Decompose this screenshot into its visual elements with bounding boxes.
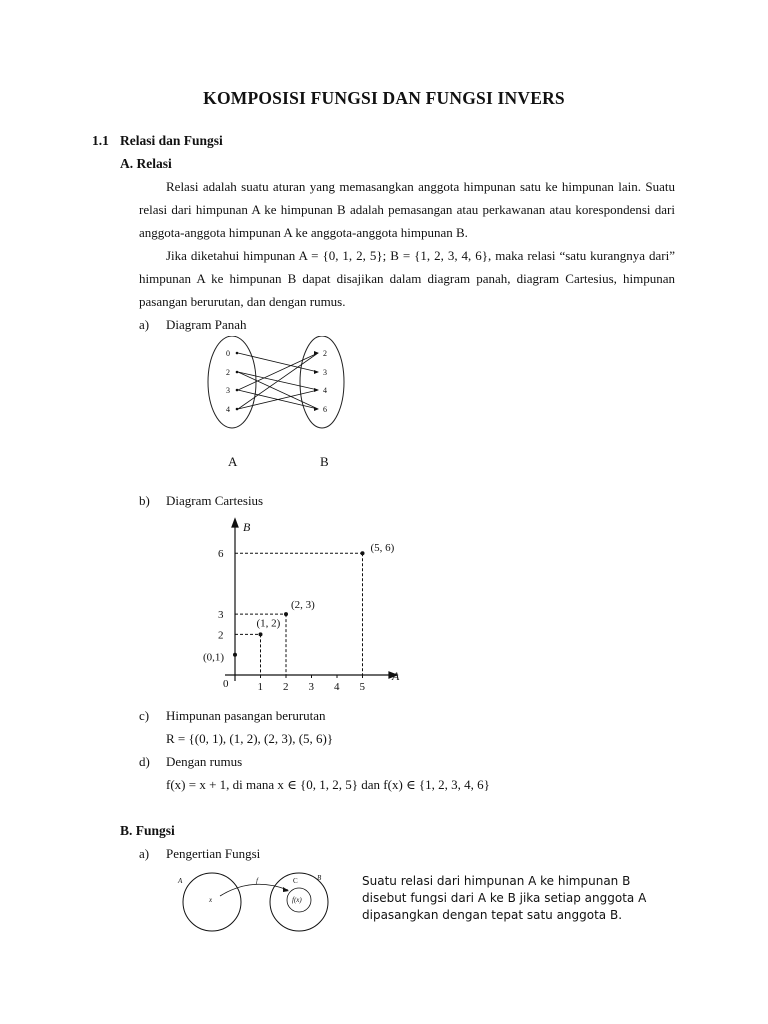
item-text: Dengan rumus — [166, 754, 243, 769]
subsection-relasi-heading: A. Relasi — [120, 156, 172, 171]
left-item: 4 — [226, 405, 230, 414]
arrowheads — [314, 351, 319, 411]
subsection-fungsi-heading: B. Fungsi — [120, 823, 175, 838]
section-heading — [92, 133, 223, 149]
item-label: d) — [139, 754, 150, 769]
point-label: (2, 3) — [291, 599, 315, 612]
paragraph-relasi-example — [139, 244, 675, 313]
item-text: Diagram Cartesius — [166, 493, 264, 508]
y-tick-label: 2 — [218, 629, 224, 642]
paragraph-relasi-definition — [139, 175, 675, 244]
paragraph-2: Jika diketahui himpunan A = {0, 1, 2, 5}; B = {1, 2, 3, 4, 6}, maka relasi “satu kurangnya dari” himpunan A ke himpunan B dapat disajikan dalam diagram panah, diagram Cartesius, himpunan pasangan berurutan, dan dengan rumus. — [139, 248, 675, 309]
right-item: 2 — [323, 349, 327, 358]
dots — [236, 352, 239, 411]
x-axis-label: A — [392, 669, 400, 683]
section-title: Relasi dan Fungsi — [120, 133, 223, 148]
item-text: Pengertian Fungsi — [166, 846, 261, 861]
set-pairs-expression: R = {(0, 1), (1, 2), (2, 3), (5, 6)} — [166, 731, 334, 746]
x-tick-label: 4 — [334, 681, 340, 693]
f-label: f — [256, 877, 258, 885]
item-dengan-rumus — [139, 754, 242, 770]
arrowhead — [283, 887, 289, 892]
right-item: 6 — [323, 405, 327, 414]
set-b-ellipse — [300, 336, 344, 428]
item-himpunan-pasangan — [139, 708, 326, 724]
page-title: KOMPOSISI FUNGSI DAN FUNGSI INVERS — [203, 88, 565, 108]
item-label: a) — [139, 317, 150, 332]
mapping-arrow — [220, 884, 288, 896]
y-axis-arrow — [232, 519, 238, 527]
x-label: x — [209, 896, 213, 904]
item-label: c) — [139, 708, 150, 723]
set-a-label: A — [178, 877, 183, 885]
left-item: 3 — [226, 386, 230, 395]
item-text: Himpunan pasangan berurutan — [166, 708, 326, 723]
data-point — [361, 551, 365, 555]
x-tick-label: 1 — [257, 681, 263, 693]
item-pengertian-fungsi — [139, 846, 260, 862]
point-label: (1, 2) — [256, 617, 281, 630]
y-axis-label: B — [243, 520, 251, 534]
right-item: 4 — [323, 386, 327, 395]
y-tick-label: 6 — [218, 548, 224, 561]
point-label: (5, 6) — [370, 542, 395, 555]
point-label: (0,1) — [203, 651, 225, 664]
right-item: 3 — [323, 368, 327, 377]
set-a-ellipse — [208, 336, 256, 428]
item-text: Diagram Panah — [166, 317, 247, 332]
y-tick-label: 3 — [218, 609, 224, 622]
data-point — [233, 653, 237, 657]
function-diagram — [172, 868, 342, 932]
paragraph-1: Relasi adalah suatu aturan yang memasangkan anggota himpunan satu ke himpunan lain. Suatu relasi dari himpunan A ke himpunan B adalah pemasangan atau perkawanan atau korespondensi dari anggota-anggota himpunan A ke anggota-anggota himpunan B. — [139, 179, 675, 240]
fx-label: f(x) — [292, 896, 302, 904]
x-tick-label: 3 — [308, 681, 314, 693]
left-item: 0 — [226, 349, 230, 358]
left-labels — [226, 349, 230, 414]
formula-expression: f(x) = x + 1, di mana x ∈ {0, 1, 2, 5} dan f(x) ∈ {1, 2, 3, 4, 6} — [166, 777, 490, 792]
right-labels — [323, 349, 327, 414]
section-number: 1.1 — [92, 133, 109, 148]
item-diagram-panah — [139, 317, 247, 333]
function-definition: Suatu relasi dari himpunan A ke himpunan B disebut fungsi dari A ke B jika setiap anggota A dipasangkan dengan tepat satu anggota B. — [362, 874, 647, 922]
x-tick-label: 2 — [283, 681, 289, 693]
range-label: C — [293, 877, 298, 885]
data-point — [284, 612, 288, 616]
relation-lines — [238, 353, 318, 409]
data-point — [259, 632, 263, 636]
arrow-diagram — [200, 336, 360, 476]
x-tick-label: 5 — [359, 681, 365, 693]
origin-label: 0 — [223, 678, 229, 690]
cartesian-chart — [195, 515, 415, 700]
set-a-label: A — [228, 454, 238, 469]
item-label: b) — [139, 493, 150, 508]
set-b-label: B — [317, 874, 322, 882]
item-label: a) — [139, 846, 150, 861]
left-item: 2 — [226, 368, 230, 377]
item-diagram-cartesius — [139, 493, 263, 509]
set-b-label: B — [320, 454, 329, 469]
